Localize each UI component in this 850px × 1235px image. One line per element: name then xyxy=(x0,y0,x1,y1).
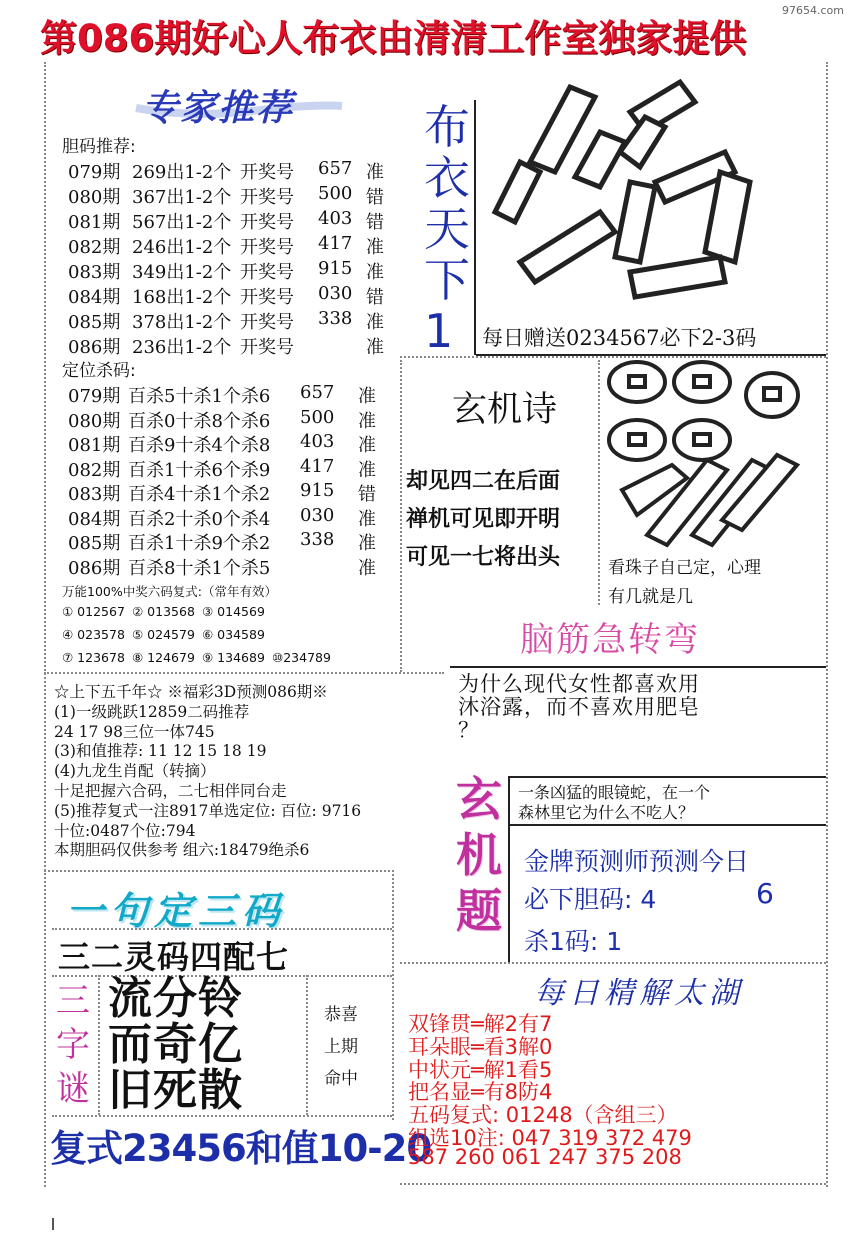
dan-row-label: 开奖号 xyxy=(240,262,294,283)
frame-right-border xyxy=(826,62,828,1187)
dan-row-period: 085期 xyxy=(68,312,121,333)
dan-row-mark: 准 xyxy=(366,312,384,333)
dan-row-pick: 269出1-2个 xyxy=(132,162,232,183)
kill-row-pick: 百杀1十杀9个杀2 xyxy=(128,533,271,554)
forecast-line: 十足把握六合码，二七相伴同台走 xyxy=(54,782,287,800)
page-title-banner: 第086期好心人布衣由清清工作室独家提供 xyxy=(40,17,747,60)
kill-row-result: 338 xyxy=(300,529,335,550)
taihu-line: 双锋贯═解2有7 xyxy=(408,1012,553,1036)
forecast-line: 本期胆码仅供参考 组六:18479绝杀6 xyxy=(54,841,310,860)
kill-row-result: 030 xyxy=(300,504,335,526)
buyi-title-char: 下 xyxy=(424,253,470,307)
xuanji-ti-divider xyxy=(508,778,510,963)
dan-row-period: 083期 xyxy=(68,262,121,283)
dan-row-label: 开奖号 xyxy=(240,212,294,233)
kill-row-pick: 百杀8十杀1个杀5 xyxy=(128,557,271,579)
dan-row-label: 开奖号 xyxy=(240,187,294,208)
forecast-line: (3)和值推荐: 11 12 15 18 19 xyxy=(54,742,267,761)
daily-gift-text: 每日赠送0234567必下2-3码 xyxy=(482,326,757,350)
brain-question-line: 为什么现代女性都喜欢用 xyxy=(458,672,700,696)
site-watermark: 97654.com xyxy=(782,4,844,17)
dan-row-mark: 错 xyxy=(366,187,384,208)
wanneng-cell: ⑧ 124679 xyxy=(132,650,195,665)
kill-row-period: 080期 xyxy=(68,410,121,432)
dan-row-label: 开奖号 xyxy=(240,287,294,308)
frame-left-border xyxy=(44,62,46,1187)
sanzi-row: 旧死散 xyxy=(108,1065,243,1116)
sanzi-heading-divider xyxy=(98,975,100,1115)
brain-question-line: ？ xyxy=(458,718,480,742)
kill-row-result: 657 xyxy=(300,382,335,403)
dan-row-result: 417 xyxy=(318,233,353,254)
taihu-line: 耳朵眼═看3解0 xyxy=(408,1034,553,1059)
riddle-rule-top xyxy=(508,776,826,778)
kill-row-result: 915 xyxy=(300,480,335,501)
kill-row-pick: 百杀2十杀0个杀4 xyxy=(128,508,271,530)
wanneng-cell: ⑨ 134689 xyxy=(202,650,265,665)
sanzi-heading-char: 谜 xyxy=(56,1069,90,1109)
wanneng-title: 万能100%中奖六码复式:（常年有效） xyxy=(62,584,277,599)
coin-note-line-1: 看珠子自己定，心理 xyxy=(608,558,761,578)
expert-heading xyxy=(132,78,347,129)
kill-row-pick: 百杀5十杀1个杀6 xyxy=(128,386,271,407)
dan-row-pick: 236出1-2个 xyxy=(132,337,232,358)
taihu-line: 五码复式: 01248（含组三） xyxy=(408,1103,678,1128)
kill-row-period: 082期 xyxy=(68,459,121,481)
kill-row-pick: 百杀1十杀6个杀9 xyxy=(128,459,271,481)
yiju-top-rule xyxy=(44,870,394,872)
kill-row-mark: 准 xyxy=(358,533,376,554)
poem-line: 可见一七将出头 xyxy=(406,545,561,570)
dan-row-mark: 错 xyxy=(366,212,384,233)
kill-row-period: 083期 xyxy=(68,484,121,505)
riddle-rule-bottom xyxy=(508,824,826,826)
dan-row-mark: 准 xyxy=(366,337,384,358)
dan-row-period: 080期 xyxy=(68,187,121,208)
kill-row-pick: 百杀4十杀1个杀2 xyxy=(128,484,271,505)
kill-row-result: 417 xyxy=(300,455,335,477)
gold-predictor-title: 金牌预测师预测今日 xyxy=(524,847,750,876)
dan-row-result: 500 xyxy=(318,183,353,204)
coin-note-line-2: 有几就是几 xyxy=(608,587,693,607)
wanneng-cell: ⑤ 024579 xyxy=(132,627,195,642)
sanzi-congrats-line: 恭喜 xyxy=(324,1005,358,1025)
corner-mark xyxy=(52,1218,54,1230)
kill-row-pick: 百杀9十杀4个杀8 xyxy=(128,435,271,456)
dan-row-mark: 准 xyxy=(366,262,384,283)
dan-row-period: 086期 xyxy=(68,337,121,358)
dan-code-second: 6 xyxy=(756,877,774,910)
taihu-heading: 每日精解太湖 xyxy=(534,976,744,1011)
wanneng-cell: ⑦ 123678 xyxy=(62,650,125,665)
dan-row-result: 403 xyxy=(318,208,353,229)
big-number-graphic xyxy=(480,72,780,312)
buyi-title-char: 布 xyxy=(424,100,470,154)
dan-row-label: 开奖号 xyxy=(240,337,294,358)
kill-row-mark: 准 xyxy=(358,459,376,481)
yiju-right-rule xyxy=(392,870,394,1120)
dan-row-pick: 567出1-2个 xyxy=(132,212,232,233)
expert-heading-text: 专家推荐 xyxy=(142,88,295,129)
kill-row-mark: 错 xyxy=(358,484,376,505)
wanneng-cell: ② 013568 xyxy=(132,604,195,619)
coins-graphic xyxy=(602,360,817,550)
buyi-title-char: 天 xyxy=(424,202,470,256)
forecast-line: 24 17 98三位一体745 xyxy=(54,722,215,741)
sanzi-congrats-line: 命中 xyxy=(324,1069,358,1089)
dan-row-label: 开奖号 xyxy=(240,162,294,183)
dan-row-period: 084期 xyxy=(68,287,121,308)
dan-row-result: 915 xyxy=(318,258,353,279)
divider-coin-left xyxy=(598,360,600,605)
sanzi-row: 而奇亿 xyxy=(108,1019,243,1070)
taihu-line: 587 260 061 247 375 208 xyxy=(408,1144,682,1169)
kill-row-mark: 准 xyxy=(358,435,376,456)
wanneng-cell: ⑩234789 xyxy=(272,650,331,665)
dan-row-label: 开奖号 xyxy=(240,312,294,333)
daily-gift-rule xyxy=(476,354,826,356)
divider-left-bottom xyxy=(44,672,444,674)
kill-one-code: 杀1码: 1 xyxy=(524,927,623,956)
frame-bottom-border xyxy=(400,1183,826,1185)
kill-row-mark: 准 xyxy=(358,508,376,530)
dan-row-pick: 349出1-2个 xyxy=(132,262,232,283)
wanneng-cell: ③ 014569 xyxy=(202,604,265,619)
dan-row-period: 082期 xyxy=(68,237,121,258)
divider-buyi-left xyxy=(474,100,476,355)
riddle-line-1: 一条凶猛的眼镜蛇，在一个 xyxy=(518,783,711,802)
kill-row-period: 086期 xyxy=(68,557,121,579)
divider-left-right xyxy=(400,360,402,672)
dan-row-mark: 准 xyxy=(366,162,384,183)
sanzi-congrats-line: 上期 xyxy=(324,1037,358,1057)
dan-row-pick: 367出1-2个 xyxy=(132,187,232,208)
kill-row-mark: 准 xyxy=(358,386,376,407)
xuanji-ti-bottom-rule xyxy=(400,962,826,964)
poem-line: 却见四二在后面 xyxy=(406,469,561,494)
sanzi-heading-char: 三 xyxy=(56,981,90,1021)
dan-row-period: 081期 xyxy=(68,212,121,233)
dan-row-pick: 168出1-2个 xyxy=(132,287,232,308)
kill-row-period: 085期 xyxy=(68,533,121,554)
forecast-line: (1)一级跳跃12859二码推荐 xyxy=(54,702,250,721)
sanzi-row: 流分铃 xyxy=(108,973,243,1024)
yiju-mid-rule xyxy=(52,928,392,930)
dan-row-result: 657 xyxy=(318,158,353,179)
dan-row-period: 079期 xyxy=(68,162,121,183)
big-number-text xyxy=(0,0,1,1)
dan-row-result: 338 xyxy=(318,308,353,329)
sanzi-congrats-divider xyxy=(306,975,308,1115)
buyi-title-char: 衣 xyxy=(424,151,470,205)
taihu-line: 把名显═有8防4 xyxy=(408,1080,553,1105)
brain-question-line: 沐浴露，而不喜欢用肥皂 xyxy=(458,695,700,719)
taihu-line: 中状元═解1看5 xyxy=(408,1057,553,1082)
brain-teaser-heading: 脑筋急转弯 xyxy=(520,620,700,660)
wanneng-cell: ⑥ 034589 xyxy=(202,627,265,642)
wanneng-cell: ④ 023578 xyxy=(62,627,125,642)
dan-row-pick: 378出1-2个 xyxy=(132,312,232,333)
dan-row-mark: 错 xyxy=(366,287,384,308)
buyi-title-char: 1 xyxy=(424,304,454,358)
kill-row-pick: 百杀0十杀8个杀6 xyxy=(128,410,271,432)
dan-row-result: 030 xyxy=(318,283,353,304)
kill-code-title: 定位杀码: xyxy=(62,361,136,381)
kill-row-period: 081期 xyxy=(68,435,121,456)
fushi-sum-banner: 复式23456和值10-20 xyxy=(50,1127,432,1170)
forecast-line: 十位:0487个位:794 xyxy=(54,821,196,840)
kill-row-period: 084期 xyxy=(68,508,121,530)
yiju-phrase: 三二灵码四配七 xyxy=(58,938,290,976)
dan-code-label: 必下胆码: 4 xyxy=(524,885,657,914)
poem-line: 禅机可见即开明 xyxy=(406,507,561,532)
sanzi-heading-char: 字 xyxy=(56,1025,90,1065)
yiju-heading: 一句定三码 xyxy=(66,889,287,933)
wanneng-cell: ① 012567 xyxy=(62,604,125,619)
riddle-line-2: 森林里它为什么不吃人？ xyxy=(518,803,695,822)
poem-heading: 玄机诗 xyxy=(452,390,558,430)
kill-row-result: 500 xyxy=(300,406,335,428)
xuanji-ti-heading-char: 玄 xyxy=(456,772,502,826)
xuanji-ti-heading-char: 机 xyxy=(456,828,502,882)
xuanji-ti-heading-char: 题 xyxy=(456,884,502,938)
divider-poem-top xyxy=(400,356,826,358)
forecast-line: (4)九龙生肖配（转摘） xyxy=(54,762,216,781)
kill-row-period: 079期 xyxy=(68,386,121,407)
kill-row-result: 403 xyxy=(300,431,335,452)
forecast-line: (5)推荐复式一注8917单选定位: 百位: 9716 xyxy=(54,801,362,820)
kill-row-mark: 准 xyxy=(358,557,376,579)
dan-row-mark: 准 xyxy=(366,237,384,258)
dan-recommend-title: 胆码推荐: xyxy=(62,137,136,157)
forecast-line: ☆上下五千年☆ ※福彩3D预测086期※ xyxy=(54,683,328,701)
dan-row-pick: 246出1-2个 xyxy=(132,237,232,258)
dan-row-label: 开奖号 xyxy=(240,237,294,258)
kill-row-mark: 准 xyxy=(358,410,376,432)
taihu-line: 组选10注: 047 319 372 479 xyxy=(408,1126,692,1150)
